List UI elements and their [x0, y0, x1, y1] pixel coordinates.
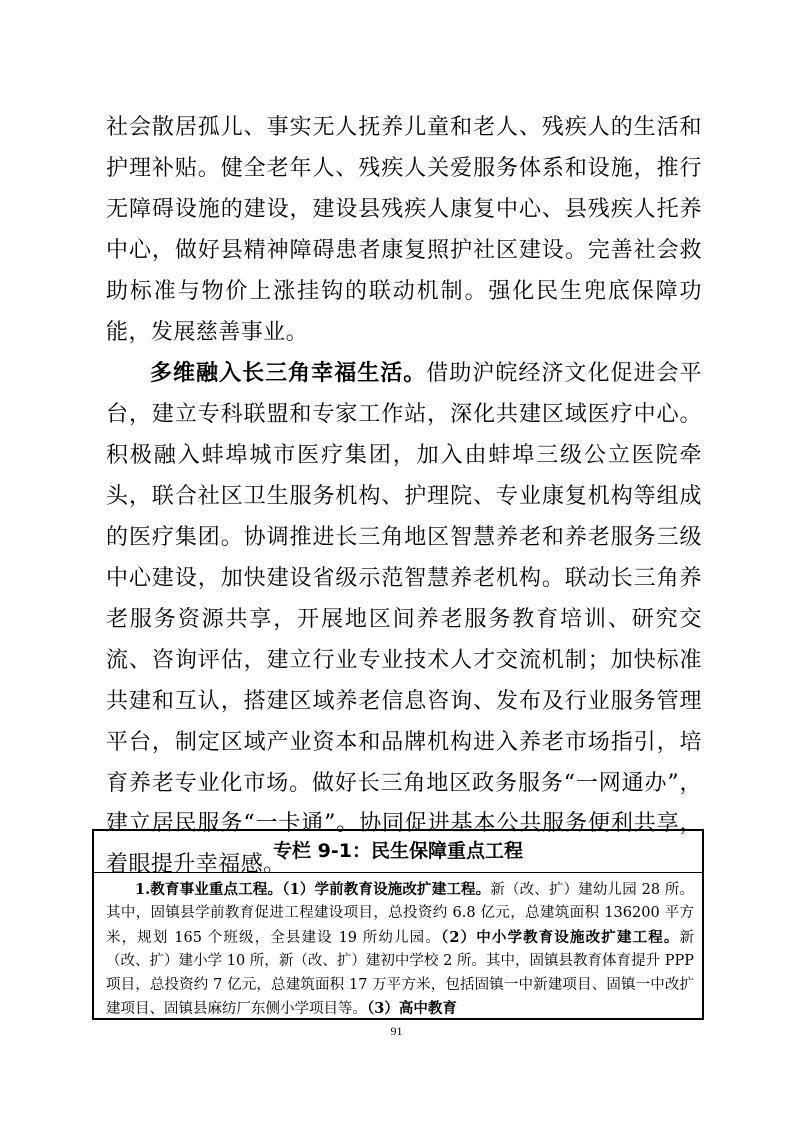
paragraph-lead-heading: 多维融入长三角幸福生活。: [150, 360, 427, 387]
paragraph-yangtze-delta: [106, 353, 702, 886]
column-box-text-1: 新（改、扩）建幼儿园 28 所。其中，固镇县学前教育促进工程建设项目，总投资约 6.8 亿元，总建筑面积 136200 平方米，规划 165 个班级，全县建设 19 所幼儿园。: [106, 882, 694, 946]
paragraph-social-relief: 社会散居孤儿、事实无人抚养儿童和老人、残疾人的生活和护理补贴。健全老年人、残疾人关爱服务体系和设施，推行无障碍设施的建设，建设县残疾人康复中心、县残疾人托养中心，做好县精神障碍患者康复照护社区建设。完善社会救助标准与物价上涨挂钩的联动机制。强化民生兜底保障功能，发展慈善事业。: [106, 115, 702, 345]
column-box-heading-2: （2）中小学教育设施改扩建工程。: [440, 928, 680, 946]
column-box-title: 专栏 9-1：民生保障重点工程: [94, 831, 702, 873]
column-box-heading-1: 1.教育事业重点工程。（1）学前教育设施改扩建工程。: [135, 881, 491, 898]
column-box: [92, 829, 704, 1020]
column-box-heading-3: （3）高中教育: [367, 1000, 457, 1018]
page-number: 91: [390, 1024, 403, 1038]
paragraph-body: 借助沪皖经济文化促进会平台，建立专科联盟和专家工作站，深化共建区域医疗中心。积极融入蚌埠城市医疗集团，加入由蚌埠三级公立医院牵头，联合社区卫生服务机构、护理院、专业康复机构等组成的医疗集团。协调推进长三角地区智慧养老和养老服务三级中心建设，加快建设省级示范智慧养老机构。联动长三角养老服务资源共享，开展地区间养老服务教育培训、研究交流、咨询评估，建立行业专业技术人才交流机制；加快标准共建和互认，搭建区域养老信息咨询、发布及行业服务管理平台，制定区域产业资本和品牌机构进入养老市场指引，培育养老专业化市场。做好长三角地区政务服务“一网通办”，建立居民服务“一卡通”。协同促进基本公共服务便利共享，着眼提升幸福感。: [106, 361, 702, 878]
column-box-body: [94, 873, 702, 1021]
column-box-text-2: 新（改、扩）建小学 10 所，新（改、扩）建初中学校 2 所。其中，固镇县教育体育提升 PPP 项目，总投资约 7 亿元，总建筑面积 17 万平方米，包括固镇一中新建项目、固镇一中改扩建项目、固镇县麻纺厂东侧小学项目等。: [106, 929, 694, 1018]
main-text: [106, 108, 702, 886]
